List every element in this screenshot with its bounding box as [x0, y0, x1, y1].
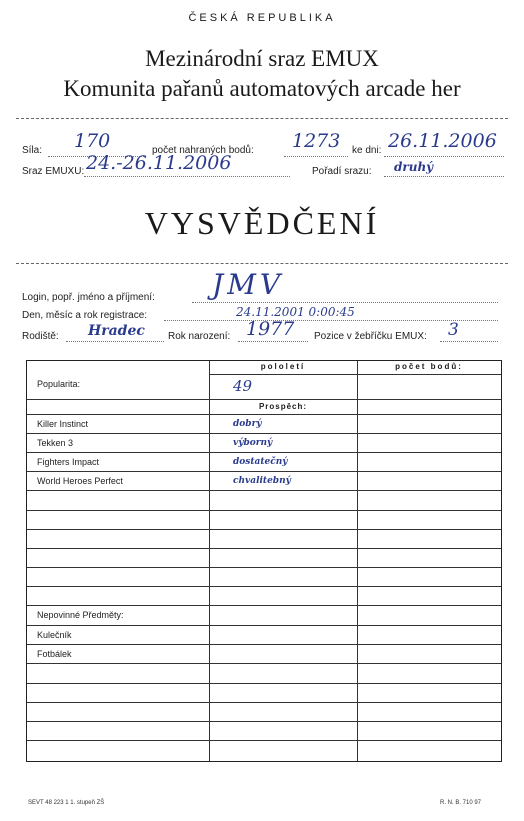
subject-name: Fighters Impact	[37, 457, 100, 467]
subject-grade: dobrý	[233, 419, 262, 429]
rank-label: Pozice v žebříčku EMUX:	[314, 331, 427, 342]
event-title: Mezinárodní sraz EMUX	[145, 46, 379, 71]
rank-line	[440, 341, 498, 342]
optional-subject: Kulečník	[37, 630, 72, 640]
birthplace-line	[66, 341, 164, 342]
sraz-line	[84, 176, 290, 177]
login-label: Login, popř. jméno a příjmení:	[22, 292, 155, 303]
login-line	[192, 302, 498, 303]
optional-subjects-heading: Nepovinné Předměty:	[37, 610, 124, 620]
order-line	[384, 176, 504, 177]
subject-name: World Heroes Perfect	[37, 476, 123, 486]
registration-label: Den, měsíc a rok registrace:	[22, 310, 148, 321]
sila-label: Síla:	[22, 145, 43, 156]
column-header-points: počet bodů:	[395, 362, 463, 371]
subject-name: Tekken 3	[37, 438, 74, 448]
separator-top	[16, 118, 508, 119]
points-label: počet nahraných bodů:	[152, 145, 254, 156]
footer-left: SEVT 48 223 1 1. stupeň ZŠ	[28, 800, 105, 806]
popularity-value: 49	[233, 377, 253, 395]
subject-grade: dostatečný	[233, 457, 288, 467]
document-title: VYSVĚDČENÍ	[144, 205, 380, 241]
grades-table	[26, 360, 502, 762]
popularity-label: Popularita:	[37, 379, 81, 389]
birthplace-label: Rodiště:	[22, 331, 59, 342]
sila-value: 170	[74, 130, 111, 152]
birthplace-value: Hradec	[88, 323, 145, 339]
table-divider-2	[357, 361, 358, 761]
day-line	[384, 156, 504, 157]
community-title: Komunita pařanů automatových arcade her	[63, 76, 461, 101]
points-line	[284, 156, 348, 157]
subject-grade: chvalitebný	[233, 476, 291, 486]
sraz-label: Sraz EMUXU:	[22, 166, 85, 177]
registration-value: 24.11.2001 0:00:45	[236, 305, 355, 319]
sraz-value: 24.-26.11.2006	[86, 152, 232, 174]
birthyear-value: 1977	[246, 318, 295, 340]
footer-right: R. N. B. 710 97	[440, 800, 482, 806]
table-divider-1	[209, 361, 210, 761]
login-value: JMV	[212, 268, 285, 301]
separator-mid	[16, 263, 508, 264]
subject-grade: výborný	[233, 438, 273, 448]
birthyear-line	[238, 341, 308, 342]
order-value: druhý	[394, 160, 434, 174]
subject-name: Killer Instinct	[37, 419, 89, 429]
optional-subject: Fotbálek	[37, 649, 72, 659]
prospech-heading: Prospěch:	[258, 402, 308, 411]
day-value: 26.11.2006	[388, 130, 497, 152]
column-header-pololeti: pololetí	[260, 362, 306, 371]
day-label: ke dni:	[352, 145, 382, 156]
rank-value: 3	[448, 320, 459, 340]
points-value: 1273	[292, 130, 341, 152]
country-heading: ČESKÁ REPUBLIKA	[188, 12, 336, 24]
birthyear-label: Rok narození:	[168, 331, 231, 342]
order-label: Pořadí srazu:	[312, 166, 372, 177]
